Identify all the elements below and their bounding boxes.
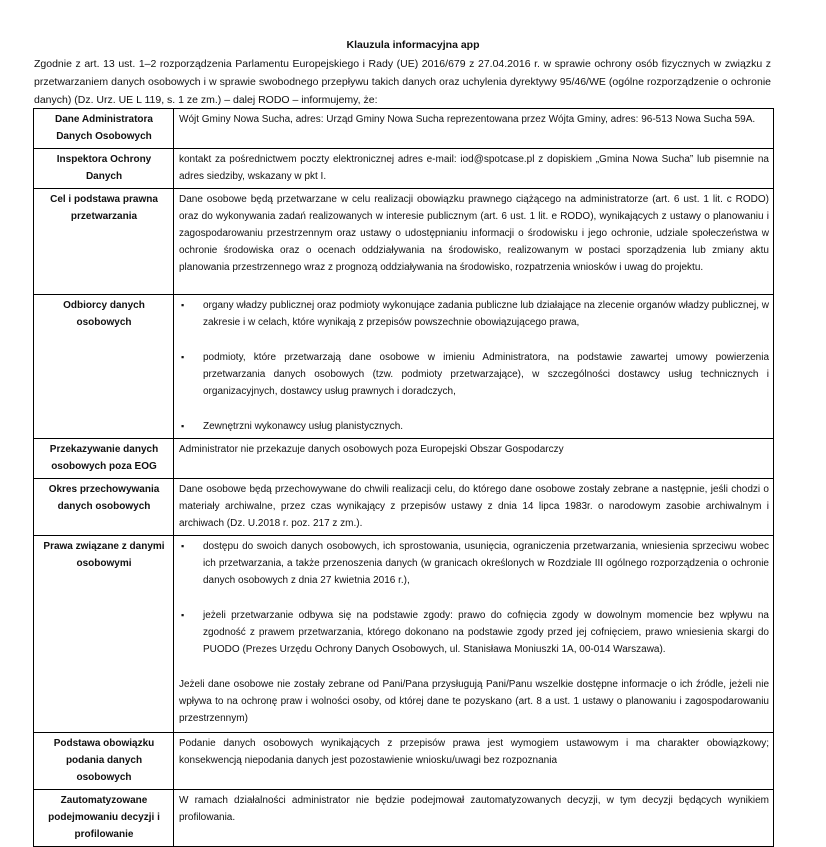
table-row [34, 536, 774, 733]
list-item: ▪ dostępu do swoich danych osobowych, ich sprostowania, usunięcia, ograniczenia przetwarzania, wniesienia sprzeciwu wobec ich przetwarzania, a także przenoszenia danych (w granicach określonych w Rozdziale III ogólnego rozporządzenia o ochronie danych osobowych z dnia 27 kwietnia 2016 r.), [179, 538, 769, 589]
row-value-transfer: Administrator nie przekazuje danych osobowych poza Europejski Obszar Gospodarczy [174, 439, 774, 479]
table-row [34, 189, 774, 295]
row-value-admin: Wójt Gminy Nowa Sucha, adres: Urząd Gminy Nowa Sucha reprezentowana przez Wójta Gminy, adres: 96-513 Nowa Sucha 59A. [174, 109, 774, 149]
row-value-storage: Dane osobowe będą przechowywane do chwili realizacji celu, do którego dane osobowe zostały zebrane a następnie, jeśli chodzi o materiały archiwalne, przez czas wynikający z przepisów ustawy z dnia 14 lipca 1983r. o narodowym zasobie archiwalnym i archiwach (Dz. U.2018 r. poz. 217 z zm.). [174, 479, 774, 536]
row-value-purpose: Dane osobowe będą przetwarzane w celu realizacji obowiązku prawnego ciążącego na administratorze (art. 6 ust. 1 lit. c RODO) oraz do wykonywania zadań realizowanych w interesie publicznym (art. 6 ust. 1 lit. e RODO), wynikających z ustawy o planowaniu i zagospodarowaniu przestrzennym oraz ustawy o udostępnianiu informacji o środowisku i jego ochronie, udziale społeczeństwa w ochronie środowiska oraz o ocenach oddziaływania na środowisko, realizowanym w postaci sporządzenia lub zmiany aktu planowania przestrzennego wraz z prognozą oddziaływania na środowisko, rozpatrzenia wniosków i uwag do projektu. [174, 189, 774, 295]
table-row [34, 149, 774, 189]
row-label-purpose: Cel i podstawa prawna przetwarzania [34, 189, 174, 295]
row-label-iod: Inspektora Ochrony Danych [34, 149, 174, 189]
clause-table [33, 108, 774, 847]
row-value-automated: W ramach działalności administrator nie będzie podejmował zautomatyzowanych decyzji, w tym decyzji będących wynikiem profilowania. [174, 790, 774, 847]
row-value-rights [174, 536, 774, 733]
row-label-basis: Podstawa obowiązku podania danych osobowych [34, 733, 174, 790]
intro-paragraph: Zgodnie z art. 13 ust. 1–2 rozporządzenia Parlamentu Europejskiego i Rady (UE) 2016/679 z 27.04.2016 r. w sprawie ochrony osób fizycznych w związku z przetwarzaniem danych osobowych i w sprawie swobodnego przepływu takich danych oraz uchylenia dyrektywy 95/46/WE (ogólne rozporządzenie o ochronie danych) (Dz. Urz. UE L 119, s. 1 ze zm.) – dalej RODO – informujemy, że: [34, 58, 771, 106]
list-item: ▪ podmioty, które przetwarzają dane osobowe w imieniu Administratora, na podstawie zawartej umowy powierzenia przetwarzania danych osobowych (tzw. podmioty przetwarzające), w szczególności dostawcy usług technicznych i organizacyjnych, dostawcy usług prawnych i doradczych, [179, 349, 769, 400]
list-item: ▪ jeżeli przetwarzanie odbywa się na podstawie zgody: prawo do cofnięcia zgody w dowolnym momencie bez wpływu na zgodność z prawem przetwarzania, którego dokonano na podstawie zgody przed jej cofnięciem, prawo wniesienia skargi do PUODO (Prezes Urzędu Ochrony Danych Osobowych, ul. Stanisława Moniuszki 1A, 00-014 Warszawa). [179, 607, 769, 658]
list-item: ▪ Zewnętrzni wykonawcy usług planistycznych. [179, 418, 769, 435]
table-row [34, 733, 774, 790]
row-label-admin: Dane Administratora Danych Osobowych [34, 109, 174, 149]
row-label-automated: Zautomatyzowane podejmowaniu decyzji i profilowanie [34, 790, 174, 847]
row-value-iod: kontakt za pośrednictwem poczty elektronicznej adres e-mail: iod@spotcase.pl z dopiskiem „Gmina Nowa Sucha” lub pisemnie na adres siedziby, wskazany w pkt I. [174, 149, 774, 189]
document-title: Klauzula informacyjna app [346, 39, 480, 51]
table-row [34, 109, 774, 149]
table-row [34, 295, 774, 439]
row-label-transfer: Przekazywanie danych osobowych poza EOG [34, 439, 174, 479]
rights-note: Jeżeli dane osobowe nie zostały zebrane od Pani/Pana przysługują Pani/Panu wszelkie dostępne informacje o ich źródle, jeżeli nie wpływa to na ochronę praw i wolności osoby, od której dane te pozyskano (art. 8 a ust. 1 ustawy o planowaniu i zagospodarowaniu przestrzennym) [179, 679, 769, 724]
list-item: ▪ organy władzy publicznej oraz podmioty wykonujące zadania publiczne lub działające na zlecenie organów władzy publicznej, w zakresie i w celach, które wynikają z przepisów powszechnie obowiązującego prawa, [179, 297, 769, 331]
row-label-storage: Okres przechowywania danych osobowych [34, 479, 174, 536]
recipients-list [179, 297, 769, 435]
row-label-recipients: Odbiorcy danych osobowych [34, 295, 174, 439]
row-value-recipients [174, 295, 774, 439]
table-row [34, 790, 774, 847]
table-row [34, 479, 774, 536]
table-row [34, 439, 774, 479]
row-value-basis: Podanie danych osobowych wynikających z przepisów prawa jest wymogiem ustawowym i ma charakter obowiązkowy; konsekwencją niepodania danych jest pozostawienie wniosku/uwagi bez rozpoznania [174, 733, 774, 790]
rights-list [179, 538, 769, 658]
row-label-rights: Prawa związane z danymi osobowymi [34, 536, 174, 733]
